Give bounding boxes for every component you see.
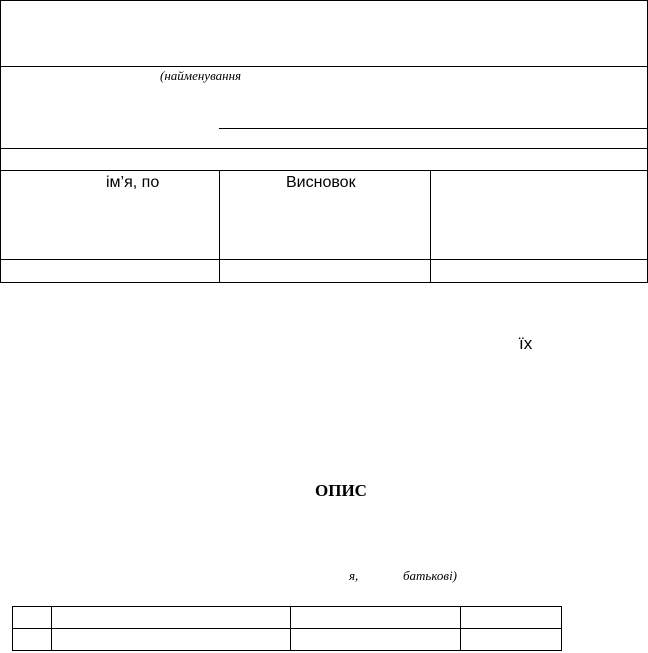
form-rule-1 <box>0 66 648 67</box>
header-col2-label: Висновок <box>286 174 356 191</box>
form-bottom-border <box>0 282 648 283</box>
body-fragment: їх <box>519 334 533 353</box>
header-col1-label: ім’я, по <box>106 174 160 191</box>
naming-caption: (найменування <box>160 68 242 83</box>
desc-table-mid <box>12 628 562 629</box>
desc-table-bottom <box>12 650 562 651</box>
form-rule-2 <box>0 148 648 149</box>
description-subcaption-part1: я, <box>349 568 359 583</box>
form-col-divider-1 <box>219 170 220 283</box>
form-rule-4 <box>0 259 648 260</box>
form-rule-3 <box>0 170 648 171</box>
desc-table-col-3 <box>460 606 461 651</box>
desc-table-col-0 <box>12 606 13 651</box>
name-underline <box>219 128 648 129</box>
desc-table-top <box>12 606 562 607</box>
form-col-divider-2 <box>430 170 431 283</box>
form-top-border <box>0 0 648 1</box>
description-subcaption-part2: батькові) <box>403 568 458 583</box>
desc-table-col-2 <box>290 606 291 651</box>
description-title: ОПИС <box>315 481 367 500</box>
desc-table-col-4 <box>561 606 562 651</box>
desc-table-col-1 <box>51 606 52 651</box>
form-left-border <box>0 0 1 283</box>
